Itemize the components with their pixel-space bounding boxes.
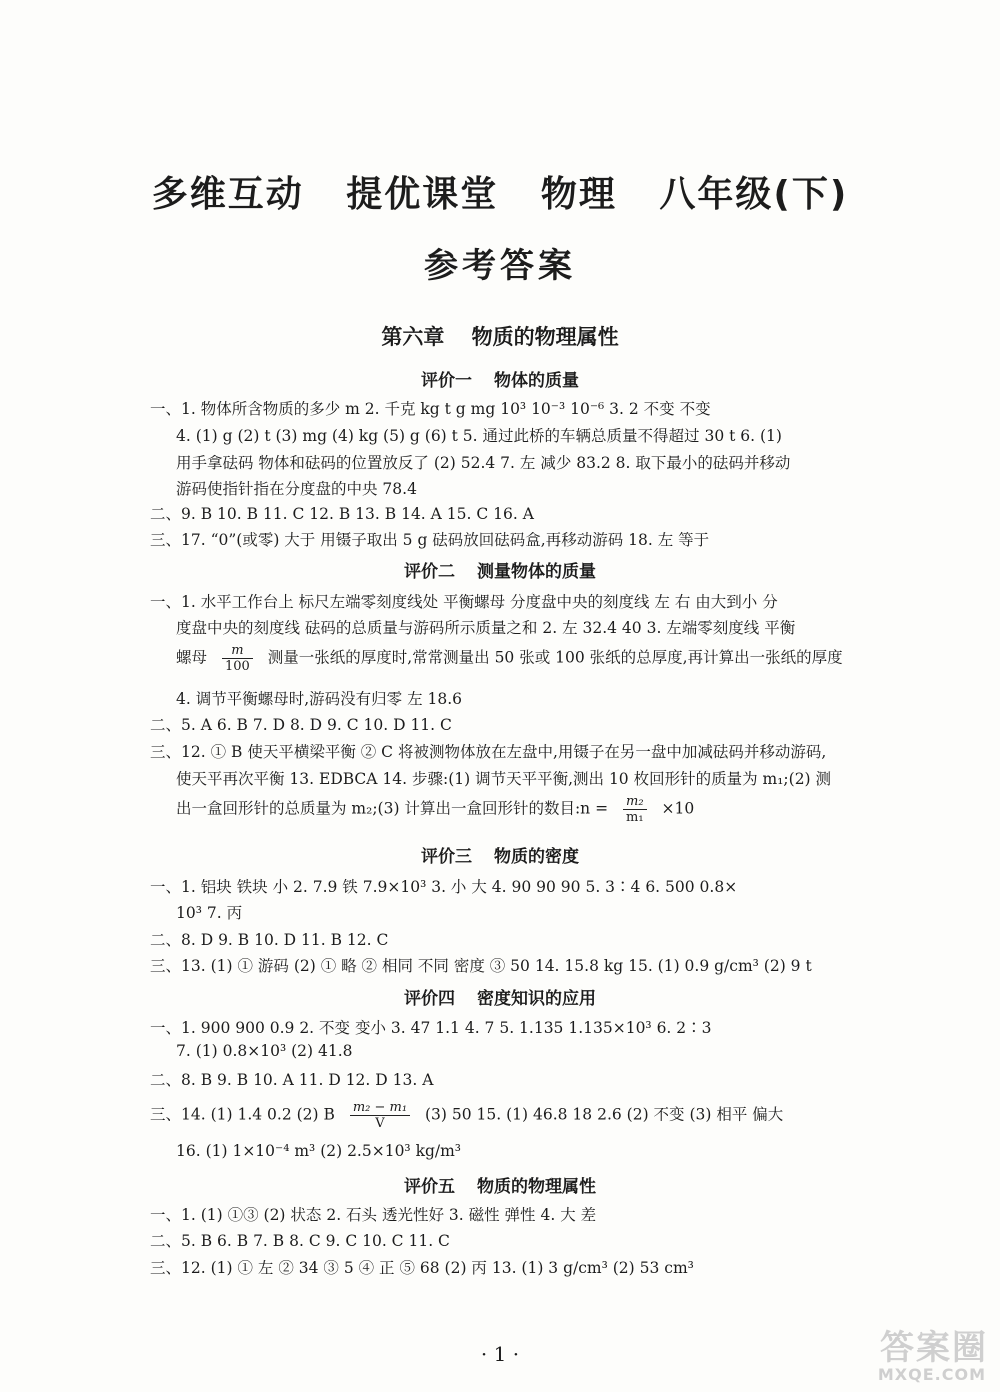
title-part: 多维互动	[151, 174, 304, 215]
answer-line: 一、1. 铝块 铁块 小 2. 7.9 铁 7.9×10³ 3. 小 大 4. 90 90 90 5. 3∶4 6. 500 0.8×	[150, 878, 738, 896]
title-part: 提优课堂	[346, 174, 499, 215]
chapter-heading	[0, 321, 1000, 351]
section-number: 评价三	[421, 847, 473, 867]
chapter-name: 物质的物理属性	[471, 324, 619, 349]
section-heading	[0, 366, 1000, 391]
answer-line: 一、1. 水平工作台上 标尺左端零刻度线处 平衡螺母 分度盘中央的刻度线 左 右 由大到小 分	[150, 593, 778, 611]
section-number: 评价五	[404, 1177, 456, 1197]
answer-key-title: 参考答案	[424, 246, 576, 286]
answer-line: 三、12. ① B 使天平横梁平衡 ② C 将被测物体放在左盘中,用镊子在另一盘中加减砝码并移动游码,	[150, 743, 827, 761]
section-heading	[0, 984, 1000, 1009]
watermark-logo	[852, 1318, 992, 1386]
answer-line: 二、9. B 10. B 11. C 12. B 13. B 14. A 15. C 16. A	[150, 505, 534, 523]
answer-line-with-fraction	[176, 794, 896, 825]
answer-line: 二、8. D 9. B 10. D 11. B 12. C	[150, 931, 389, 949]
text-segment: (3) 50 15. (1) 46.8 18 2.6 (2) 不变 (3) 相平 偏大	[425, 1105, 784, 1124]
fraction-numerator: m₂ − m₁	[350, 1100, 410, 1116]
answer-line: 二、8. B 9. B 10. A 11. D 12. D 13. A	[150, 1071, 434, 1089]
fraction	[350, 1100, 410, 1131]
answer-line: 三、17. “0”(或零) 大于 用镊子取出 5 g 砝码放回砝码盒,再移动游码 18. 左 等于	[150, 531, 710, 549]
answer-line: 一、1. 900 900 0.9 2. 不变 变小 3. 47 1.1 4. 7 5. 1.135 1.135×10³ 6. 2∶3	[150, 1019, 712, 1037]
title-part: 八年级(下)	[659, 174, 849, 215]
answer-line: 二、5. B 6. B 7. B 8. C 9. C 10. C 11. C	[150, 1232, 450, 1250]
answer-line: 游码使指针指在分度盘的中央 78.4	[176, 480, 417, 498]
section-heading	[0, 557, 1000, 582]
answer-line: 三、12. (1) ① 左 ② 34 ③ 5 ④ 正 ⑤ 68 (2) 丙 13. (1) 3 g/cm³ (2) 53 cm³	[150, 1259, 694, 1277]
section-number: 评价四	[404, 989, 456, 1009]
section-name: 物体的质量	[493, 371, 579, 391]
answer-line: 10³ 7. 丙	[176, 904, 243, 922]
answer-line: 一、1. (1) ①③ (2) 状态 2. 石头 透光性好 3. 磁性 弹性 4. 大 差	[150, 1206, 597, 1224]
answer-line: 三、13. (1) ① 游码 (2) ① 略 ② 相同 不同 密度 ③ 50 14. 15.8 kg 15. (1) 0.9 g/cm³ (2) 9 t	[150, 957, 812, 975]
answer-line: 一、1. 物体所含物质的多少 m 2. 千克 kg t g mg 10³ 10⁻³ 10⁻⁶ 3. 2 不变 不变	[150, 400, 711, 418]
text-segment: ×10	[661, 799, 695, 818]
answer-line: 7. (1) 0.8×10³ (2) 41.8	[176, 1042, 353, 1060]
watermark-url: MXQE.COM	[877, 1365, 986, 1384]
answer-line: 度盘中央的刻度线 砝码的总质量与游码所示质量之和 2. 左 32.4 40 3. 左端零刻度线 平衡	[176, 619, 796, 637]
fraction-numerator: m₂	[623, 794, 647, 810]
fraction	[222, 643, 253, 674]
answer-line: 用手拿砝码 物体和砝码的位置放反了 (2) 52.4 7. 左 减少 83.2 8. 取下最小的砝码并移动	[176, 454, 791, 472]
answer-line: 二、5. A 6. B 7. D 8. D 9. C 10. D 11. C	[150, 716, 452, 734]
answer-line: 使天平再次平衡 13. EDBCA 14. 步骤:(1) 调节天平平衡,测出 10 枚回形针的质量为 m₁;(2) 测	[176, 770, 832, 788]
chapter-number: 第六章	[381, 324, 445, 349]
fraction-denominator: V	[375, 1116, 385, 1131]
section-name: 物质的密度	[493, 847, 579, 867]
section-name: 密度知识的应用	[476, 989, 596, 1009]
answer-line-with-fraction	[150, 1100, 870, 1131]
book-title	[0, 166, 1000, 217]
title-part: 物理	[540, 174, 617, 215]
section-name: 测量物体的质量	[476, 562, 596, 582]
section-number: 评价一	[421, 371, 473, 391]
answer-line: 4. 调节平衡螺母时,游码没有归零 左 18.6	[176, 690, 463, 708]
fraction-denominator: 100	[224, 659, 250, 674]
fraction	[623, 794, 647, 825]
answer-line-with-fraction	[176, 643, 896, 674]
section-name: 物质的物理属性	[476, 1177, 596, 1197]
watermark-text: 答案圈	[880, 1328, 988, 1368]
text-segment: 三、14. (1) 1.4 0.2 (2) B	[150, 1105, 335, 1124]
answer-line: 4. (1) g (2) t (3) mg (4) kg (5) g (6) t 5. 通过此桥的车辆总质量不得超过 30 t 6. (1)	[176, 427, 782, 445]
fraction-numerator: m	[222, 643, 253, 659]
text-segment: 螺母	[176, 648, 208, 667]
text-segment: 测量一张纸的厚度时,常常测量出 50 张或 100 张纸的总厚度,再计算出一张纸的厚度	[267, 648, 843, 667]
fraction-denominator: m₁	[626, 810, 644, 825]
section-heading	[0, 842, 1000, 867]
text-segment: 出一盒回形针的总质量为 m₂;(3) 计算出一盒回形针的数目:n =	[176, 799, 609, 818]
section-number: 评价二	[404, 562, 456, 582]
section-heading	[0, 1172, 1000, 1197]
page-number: · 1 ·	[480, 1342, 520, 1366]
answer-line: 16. (1) 1×10⁻⁴ m³ (2) 2.5×10³ kg/m³	[176, 1142, 462, 1160]
